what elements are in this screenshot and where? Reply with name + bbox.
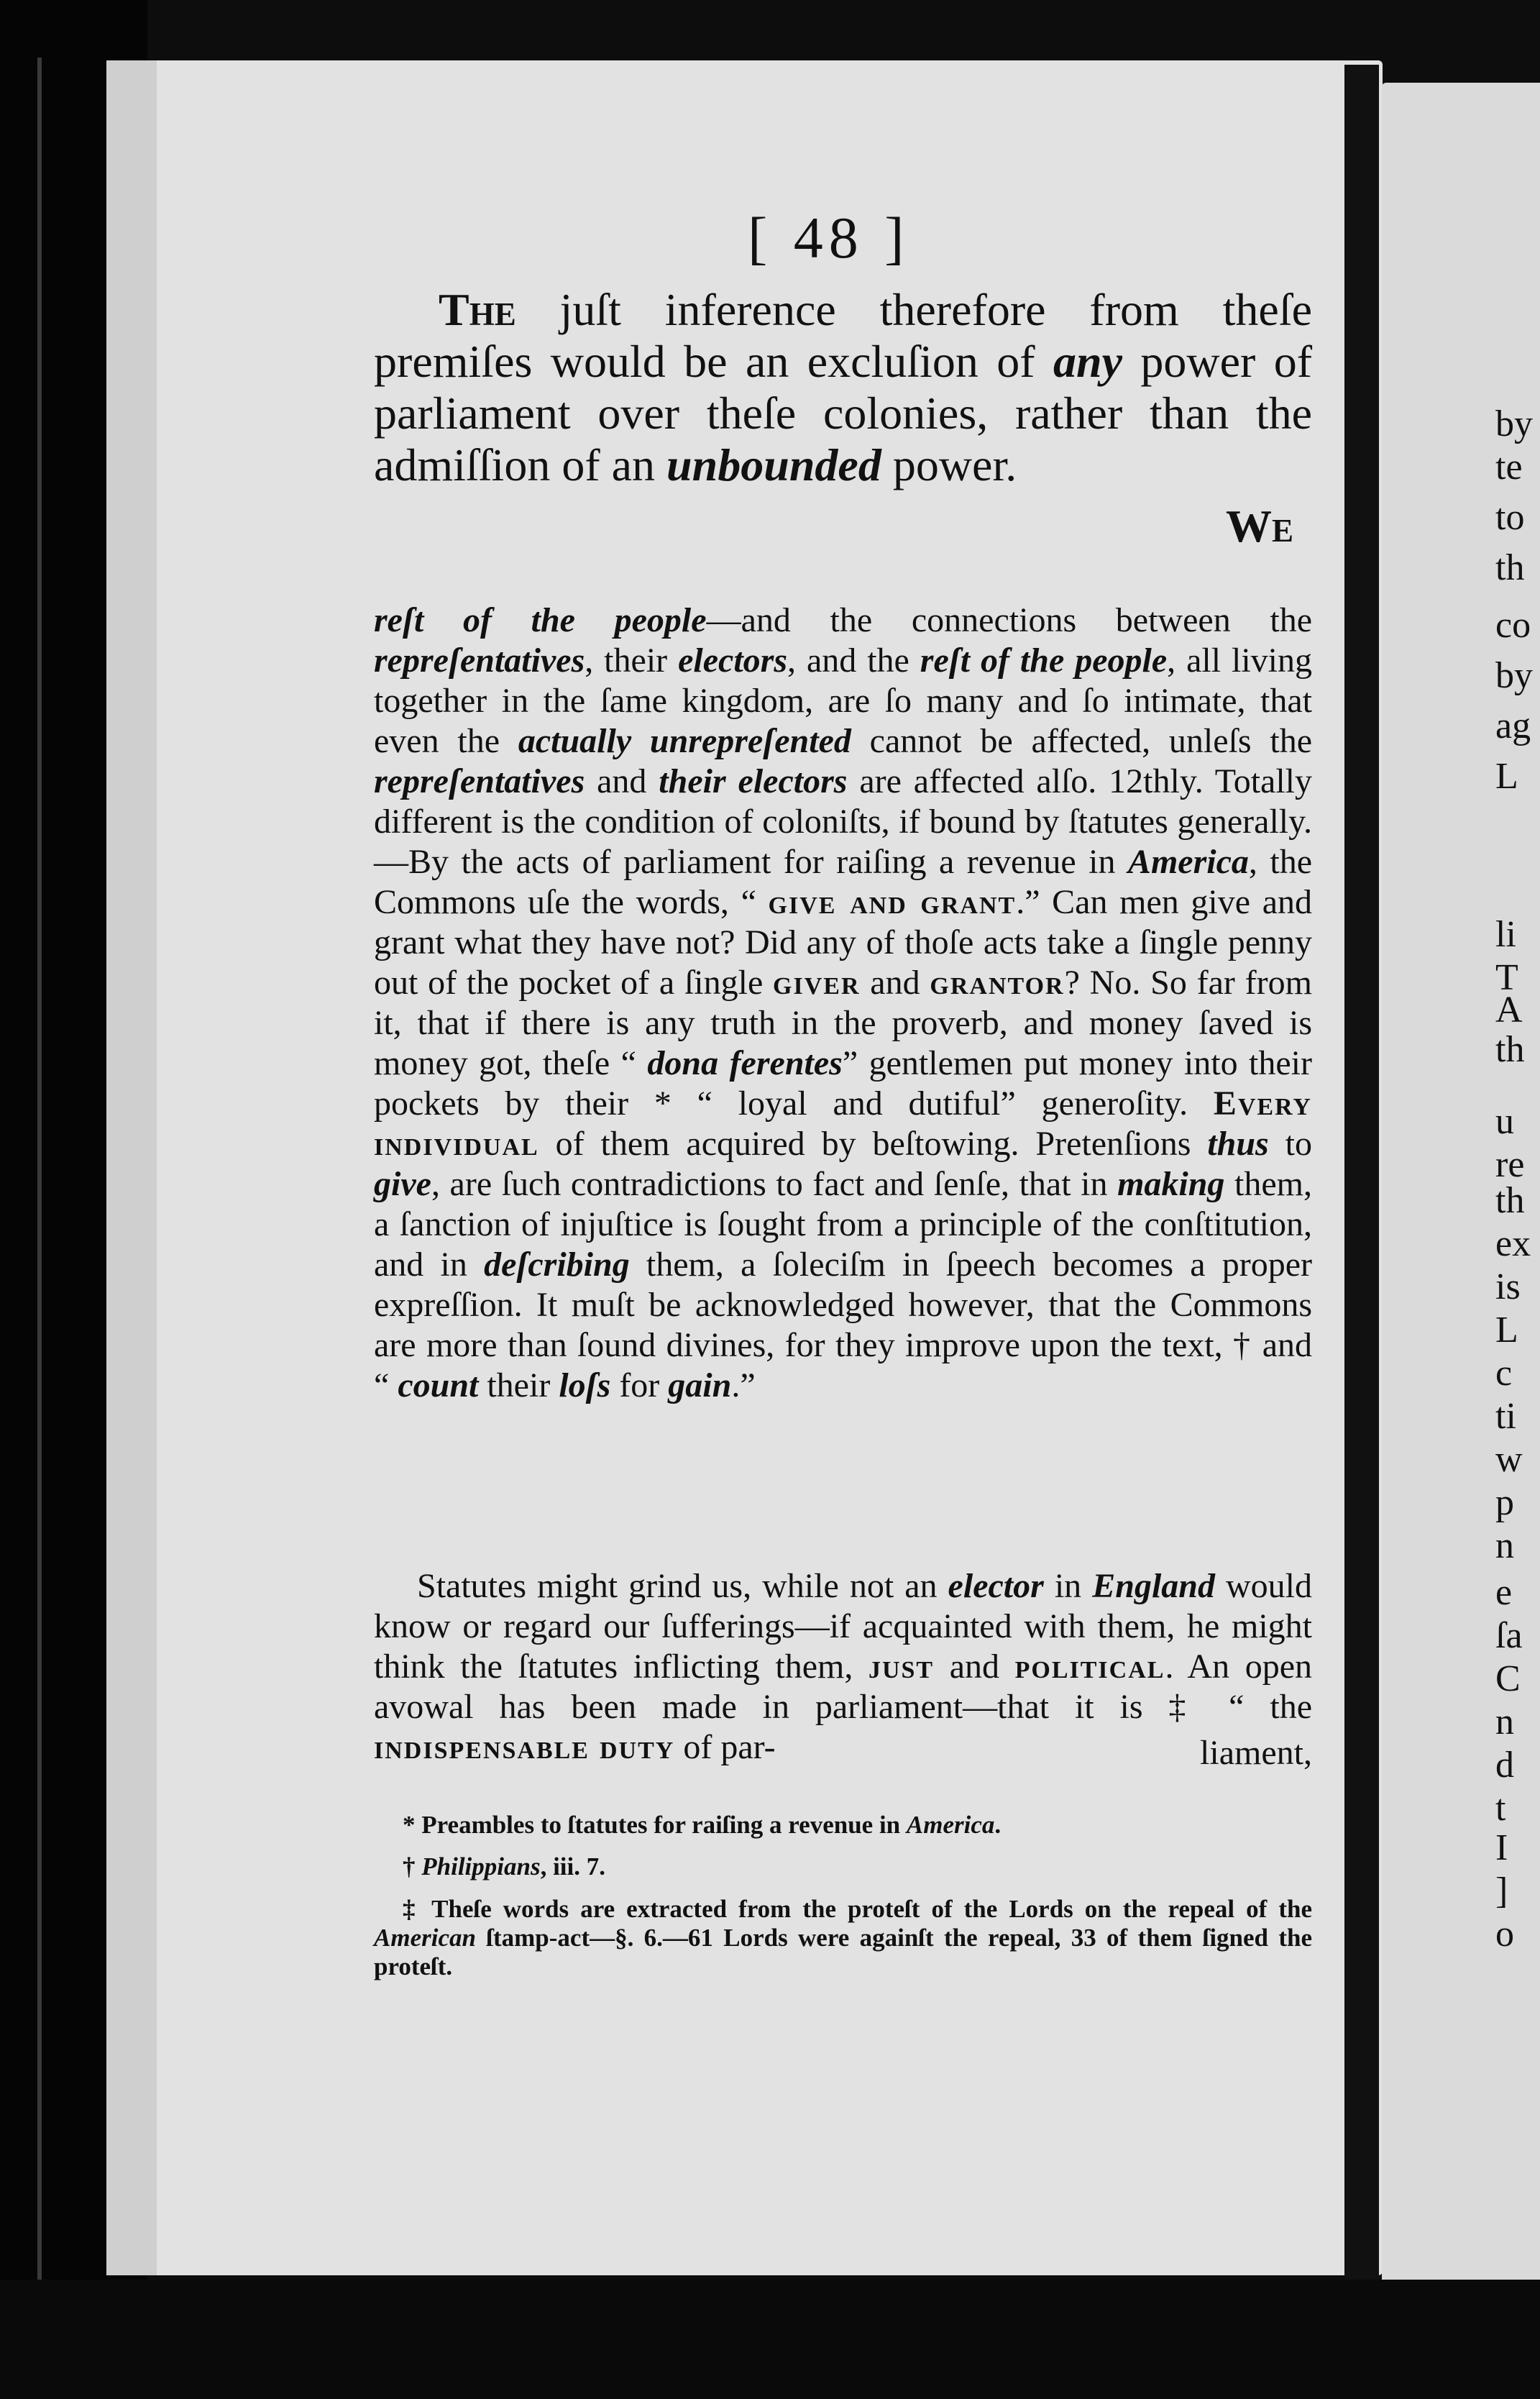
- facing-page-fragment: th: [1495, 1180, 1525, 1221]
- p1-seg: deſcribing: [484, 1246, 630, 1284]
- facing-page-fragment: o: [1495, 1914, 1514, 1955]
- p1-seg: , the Commons uſe the words, “: [374, 843, 1313, 921]
- p2-smallcaps: indispensable duty: [374, 1728, 675, 1766]
- p1-seg: repreſentatives: [374, 641, 585, 680]
- facing-page-fragment: ]: [1495, 1870, 1508, 1911]
- fn-seg: ſtamp-act—§. 6.—61 Lords were againſt the repeal, 33 of them ſigned the proteſt.: [374, 1924, 1312, 1980]
- p1-seg: dona ferentes: [647, 1044, 843, 1082]
- p1-seg: and: [860, 964, 930, 1002]
- fn-seg: American: [374, 1924, 476, 1952]
- p1-seg: are affected alſo. 12thly. Totally different is the condition of coloniſts, if bound by ſtatutes generally.—By the acts of parliament for raiſing a revenue in: [374, 762, 1312, 881]
- facing-page-fragment: c: [1495, 1353, 1513, 1394]
- p2-seg: England: [1092, 1567, 1215, 1605]
- p1-seg: , and the: [787, 641, 920, 680]
- facing-page-fragment: d: [1495, 1745, 1514, 1786]
- facing-page-fragment: th: [1495, 547, 1525, 588]
- p1-seg: America: [1127, 843, 1249, 881]
- page-number: [ 48 ]: [748, 205, 910, 270]
- p2-smallcaps: political: [1014, 1648, 1165, 1686]
- p2-seg: . An open avowal has been made in parliament—that it is ‡ “ the: [374, 1648, 1312, 1726]
- p1-seg: to: [1268, 1125, 1312, 1163]
- footnote-1: [374, 1811, 1312, 1840]
- lead-emphasis-2: unbounded: [666, 439, 881, 490]
- fn-seg: .: [994, 1811, 1002, 1839]
- p2-seg: would know or regard our ſufferings—if acquainted with them, he might think the ſtatutes inflicting them,: [374, 1567, 1313, 1686]
- facing-page-fragment: re: [1495, 1144, 1525, 1185]
- p1-smallcaps: grantor: [930, 964, 1065, 1002]
- p2-smallcaps: just: [868, 1648, 935, 1686]
- p2-seg: in: [1043, 1567, 1093, 1605]
- facing-page-fragment: by: [1495, 403, 1533, 444]
- facing-page-fragment: n: [1495, 1525, 1514, 1566]
- facing-page-fragment: ex: [1495, 1223, 1531, 1264]
- p1-seg: reſt of the people: [374, 601, 707, 639]
- p1-seg: their: [478, 1366, 559, 1404]
- lead-emphasis-1: any: [1053, 336, 1122, 387]
- p1-seg: cannot be affected, unleſs the: [851, 722, 1312, 760]
- p1-seg: and: [585, 762, 659, 800]
- facing-page-fragment: C: [1495, 1658, 1521, 1699]
- fn-seg: America: [906, 1811, 995, 1839]
- facing-page-fragment: t: [1495, 1788, 1506, 1829]
- p1-seg: , are ſuch contradictions to fact and ſenſe, that in: [431, 1165, 1118, 1203]
- p1-seg: thus: [1207, 1125, 1269, 1163]
- scan-bottom-border: [0, 2280, 1540, 2399]
- lead-text-3: power.: [881, 439, 1017, 490]
- p1-smallcaps: give and grant: [768, 883, 1017, 921]
- p1-seg: loſs: [559, 1366, 611, 1404]
- footnote-3: [374, 1895, 1312, 1981]
- fn-seg: ‡ Theſe words are extracted from the proteſt of the Lords on the repeal of the: [403, 1895, 1312, 1923]
- p1-seg: count: [398, 1366, 479, 1404]
- facing-page-fragment: to: [1495, 497, 1525, 538]
- facing-page-fragment: A: [1495, 990, 1523, 1031]
- p1-seg: .” Can men give and grant what they have not? Did any of thoſe acts take a ſingle penny out of the pocket of a ſingle: [374, 883, 1312, 1002]
- p1-seg: making: [1117, 1165, 1225, 1203]
- p1-smallcaps: Every individual: [374, 1084, 1312, 1163]
- p1-seg: ? No. So far from it, that if there is any truth in the proverb, and money ſaved is money got, theſe “: [374, 964, 1312, 1082]
- fn-seg: , iii. 7.: [540, 1852, 606, 1881]
- facing-page-fragment: I: [1495, 1827, 1508, 1868]
- p2-seg: and: [934, 1648, 1015, 1686]
- fn-seg: †: [403, 1852, 422, 1881]
- p1-smallcaps: giver: [773, 964, 861, 1002]
- body-paragraph-1: [374, 600, 1312, 1406]
- facing-page-fragment: is: [1495, 1266, 1521, 1307]
- facing-page-fragment: T: [1495, 957, 1518, 998]
- p1-seg: .”: [731, 1366, 756, 1404]
- facing-page-fragment: w: [1495, 1439, 1523, 1480]
- facing-page-fragment: p: [1495, 1482, 1514, 1523]
- p1-seg: them, a ſoleciſm in ſpeech becomes a proper expreſſion. It muſt be acknowledged however, that the Commons are more than ſound divines, for they improve upon the text, † and “: [374, 1246, 1313, 1404]
- facing-page-fragment: by: [1495, 655, 1533, 696]
- facing-page-fragment: co: [1495, 605, 1531, 646]
- fn-seg: * Preambles to ſtatutes for raiſing a revenue in: [403, 1811, 907, 1839]
- facing-page-fragment: n: [1495, 1701, 1514, 1742]
- facing-page-fragment: ti: [1495, 1396, 1516, 1437]
- p1-seg: electors: [678, 641, 788, 680]
- p1-seg: of them acquired by beſtowing. Pretenſions: [538, 1125, 1208, 1163]
- lead-text-1: juſt inference therefore from theſe premiſes would be an excluſion of: [374, 284, 1312, 387]
- p1-seg: actually unrepreſented: [518, 722, 851, 760]
- page-gutter: [1344, 65, 1379, 2280]
- p2-seg: Statutes might grind us, while not an: [417, 1567, 948, 1605]
- p1-seg: them, a ſanction of injuſtice is ſought from a principle of the conſtitution, and in: [374, 1165, 1312, 1284]
- lead-cap: The: [439, 284, 516, 335]
- facing-page-fragment: ag: [1495, 705, 1531, 746]
- p1-seg: reſt of the people: [920, 641, 1168, 680]
- p1-seg: —and the connections between the: [706, 601, 1313, 639]
- facing-page-fragment: u: [1495, 1101, 1514, 1142]
- p1-seg: for: [610, 1366, 669, 1404]
- lead-text-2: power of parliament over theſe colonies, rather than the admiſſion of an: [374, 336, 1313, 490]
- lead-paragraph: [374, 284, 1312, 491]
- facing-page-fragment: L: [1495, 1310, 1518, 1351]
- binding-edge: [37, 58, 42, 2287]
- paragraph-continuation: liament,: [1200, 1734, 1312, 1772]
- p2-seg: of par-: [674, 1728, 776, 1766]
- p1-seg: ” gentlemen put money into their pockets by their * “ loyal and dutiful” generoſity.: [374, 1044, 1312, 1123]
- p1-seg: , all living together in the ſame kingdom, are ſo many and ſo intimate, that even the: [374, 641, 1313, 760]
- facing-page-fragment: ſa: [1495, 1615, 1523, 1656]
- p1-seg: gain: [668, 1366, 732, 1404]
- p1-seg: repreſentatives: [374, 762, 585, 800]
- facing-page-fragment: L: [1495, 756, 1518, 797]
- facing-page-fragment: li: [1495, 914, 1516, 955]
- fn-seg: Philippians: [421, 1852, 541, 1881]
- footnote-2: [374, 1852, 1312, 1881]
- facing-page-fragment: th: [1495, 1029, 1525, 1070]
- p2-seg: elector: [948, 1567, 1044, 1605]
- catchword: We: [1226, 501, 1294, 552]
- p1-seg: their electors: [659, 762, 848, 800]
- facing-page-fragment: e: [1495, 1572, 1513, 1613]
- facing-page-fragment: te: [1495, 447, 1523, 488]
- p1-seg: , their: [585, 641, 679, 680]
- p1-seg: give: [374, 1165, 431, 1203]
